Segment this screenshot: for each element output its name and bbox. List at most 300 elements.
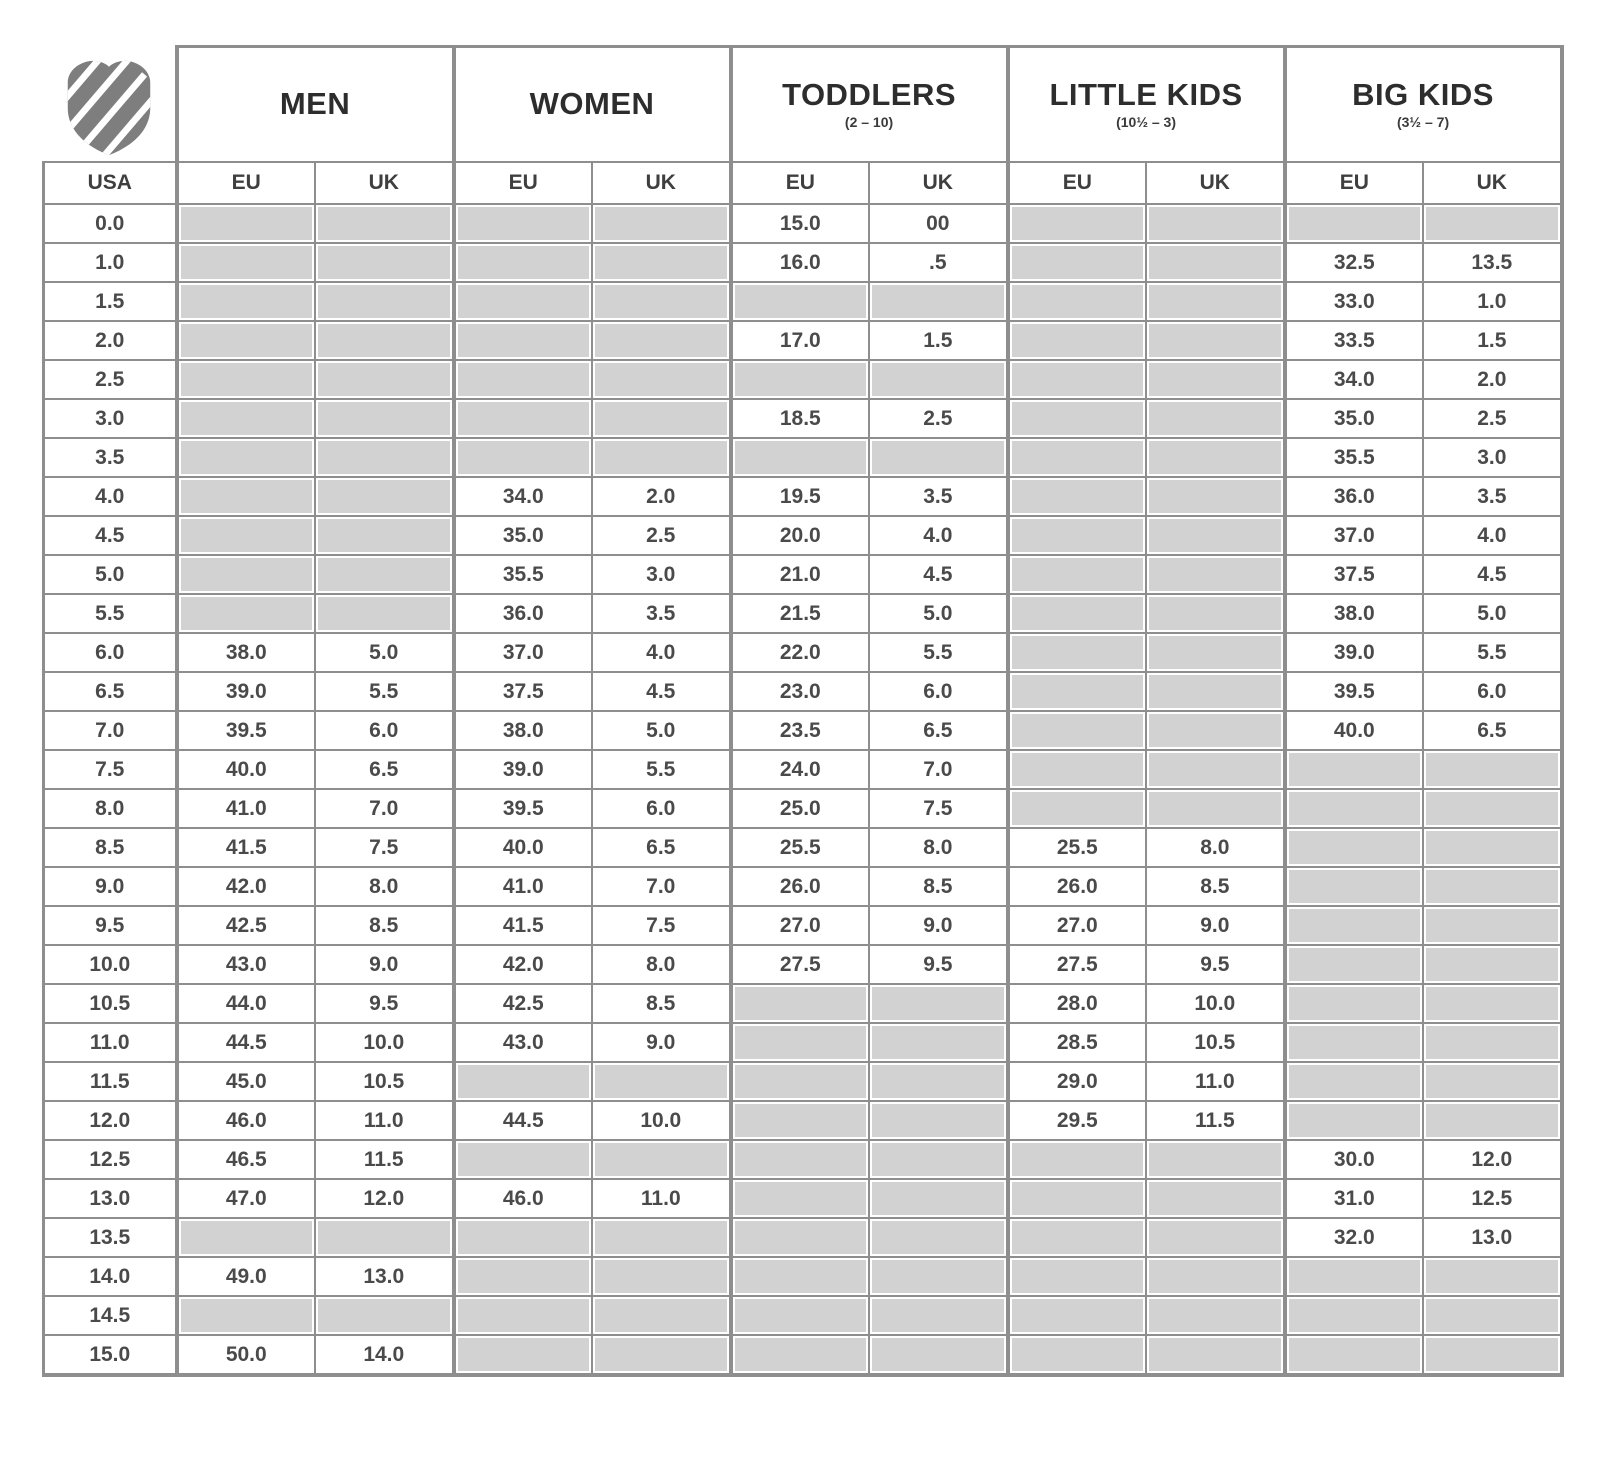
cell-usa: 4.5 (44, 516, 177, 555)
cell-women-uk: 7.5 (592, 906, 731, 945)
cell-toddlers-eu (731, 1179, 870, 1218)
cell-men-eu: 46.0 (177, 1101, 316, 1140)
cell-big-kids-uk (1423, 1023, 1562, 1062)
cell-toddlers-eu: 27.5 (731, 945, 870, 984)
cell-toddlers-eu (731, 1023, 870, 1062)
cell-women-uk (592, 438, 731, 477)
cell-men-eu (177, 1296, 316, 1335)
cell-men-uk: 5.0 (315, 633, 454, 672)
cell-big-kids-uk: 12.0 (1423, 1140, 1562, 1179)
cell-big-kids-eu: 39.0 (1285, 633, 1424, 672)
cell-women-eu: 39.0 (454, 750, 593, 789)
cell-little-kids-eu (1008, 282, 1147, 321)
cell-women-eu (454, 360, 593, 399)
cell-little-kids-eu (1008, 438, 1147, 477)
cell-toddlers-uk (869, 1218, 1008, 1257)
cell-big-kids-uk: 13.0 (1423, 1218, 1562, 1257)
cell-big-kids-eu: 38.0 (1285, 594, 1424, 633)
cell-big-kids-eu: 34.0 (1285, 360, 1424, 399)
cell-men-uk (315, 1296, 454, 1335)
table-row (44, 204, 1562, 243)
cell-women-eu: 44.5 (454, 1101, 593, 1140)
cell-little-kids-eu (1008, 243, 1147, 282)
cell-women-eu (454, 243, 593, 282)
cell-big-kids-uk (1423, 828, 1562, 867)
cell-little-kids-uk (1146, 789, 1285, 828)
cell-big-kids-eu: 30.0 (1285, 1140, 1424, 1179)
cell-women-uk: 9.0 (592, 1023, 731, 1062)
cell-big-kids-uk: 4.5 (1423, 555, 1562, 594)
table-body (44, 204, 1562, 1375)
table-row (44, 828, 1562, 867)
cell-big-kids-uk (1423, 1101, 1562, 1140)
cell-usa: 3.0 (44, 399, 177, 438)
cell-big-kids-uk (1423, 750, 1562, 789)
cell-big-kids-uk: 3.5 (1423, 477, 1562, 516)
cell-men-uk: 8.5 (315, 906, 454, 945)
group-header-men (177, 47, 454, 163)
cell-toddlers-eu: 23.5 (731, 711, 870, 750)
cell-women-uk (592, 204, 731, 243)
cell-little-kids-eu (1008, 399, 1147, 438)
cell-men-uk: 11.0 (315, 1101, 454, 1140)
cell-men-uk (315, 516, 454, 555)
column-header-little-kids-uk: UK (1146, 162, 1285, 204)
cell-women-eu (454, 1140, 593, 1179)
cell-toddlers-uk: 8.5 (869, 867, 1008, 906)
cell-toddlers-uk: 7.0 (869, 750, 1008, 789)
cell-men-eu: 44.0 (177, 984, 316, 1023)
cell-toddlers-eu (731, 1140, 870, 1179)
column-header-row (44, 162, 1562, 204)
cell-toddlers-uk (869, 1296, 1008, 1335)
table-row (44, 516, 1562, 555)
cell-men-uk: 10.0 (315, 1023, 454, 1062)
cell-usa: 13.0 (44, 1179, 177, 1218)
cell-women-uk: 5.0 (592, 711, 731, 750)
cell-little-kids-uk: 11.0 (1146, 1062, 1285, 1101)
table-row (44, 477, 1562, 516)
cell-big-kids-uk: 2.5 (1423, 399, 1562, 438)
group-header-women (454, 47, 731, 163)
cell-big-kids-uk: 5.0 (1423, 594, 1562, 633)
cell-toddlers-eu: 25.0 (731, 789, 870, 828)
cell-women-eu: 37.5 (454, 672, 593, 711)
cell-little-kids-eu (1008, 1179, 1147, 1218)
cell-women-eu: 42.0 (454, 945, 593, 984)
cell-men-uk (315, 438, 454, 477)
cell-toddlers-uk (869, 282, 1008, 321)
cell-women-uk: 3.5 (592, 594, 731, 633)
cell-men-uk (315, 243, 454, 282)
table-row (44, 672, 1562, 711)
cell-little-kids-uk: 9.5 (1146, 945, 1285, 984)
cell-toddlers-eu: 27.0 (731, 906, 870, 945)
cell-usa: 8.0 (44, 789, 177, 828)
cell-women-uk (592, 282, 731, 321)
column-header-men-uk: UK (315, 162, 454, 204)
cell-men-eu (177, 321, 316, 360)
cell-toddlers-uk: 8.0 (869, 828, 1008, 867)
cell-women-uk: 4.0 (592, 633, 731, 672)
table-row (44, 243, 1562, 282)
column-header-toddlers-uk: UK (869, 162, 1008, 204)
cell-big-kids-uk (1423, 984, 1562, 1023)
group-label: BIG KIDS (1352, 76, 1494, 112)
cell-toddlers-eu (731, 1257, 870, 1296)
cell-women-uk (592, 1218, 731, 1257)
cell-men-eu: 39.0 (177, 672, 316, 711)
cell-little-kids-eu (1008, 1335, 1147, 1375)
cell-women-eu (454, 1062, 593, 1101)
cell-usa: 14.0 (44, 1257, 177, 1296)
cell-men-eu: 38.0 (177, 633, 316, 672)
cell-big-kids-uk (1423, 1296, 1562, 1335)
cell-women-uk: 4.5 (592, 672, 731, 711)
cell-big-kids-uk: 6.5 (1423, 711, 1562, 750)
table-row (44, 1296, 1562, 1335)
cell-women-eu: 40.0 (454, 828, 593, 867)
cell-women-eu: 36.0 (454, 594, 593, 633)
table-row (44, 867, 1562, 906)
cell-toddlers-uk: 9.5 (869, 945, 1008, 984)
column-header-big-kids-eu: EU (1285, 162, 1424, 204)
cell-big-kids-eu (1285, 906, 1424, 945)
table-row (44, 594, 1562, 633)
cell-big-kids-eu (1285, 1023, 1424, 1062)
cell-usa: 0.0 (44, 204, 177, 243)
cell-men-uk: 8.0 (315, 867, 454, 906)
cell-big-kids-uk (1423, 1257, 1562, 1296)
cell-men-eu (177, 282, 316, 321)
cell-big-kids-eu (1285, 1101, 1424, 1140)
cell-women-uk (592, 1296, 731, 1335)
cell-women-eu: 35.0 (454, 516, 593, 555)
cell-toddlers-eu (731, 438, 870, 477)
cell-men-eu: 43.0 (177, 945, 316, 984)
cell-usa: 9.5 (44, 906, 177, 945)
cell-little-kids-eu: 28.5 (1008, 1023, 1147, 1062)
cell-little-kids-uk (1146, 750, 1285, 789)
cell-toddlers-uk (869, 1257, 1008, 1296)
cell-women-uk: 8.5 (592, 984, 731, 1023)
cell-women-uk: 5.5 (592, 750, 731, 789)
cell-big-kids-uk: 13.5 (1423, 243, 1562, 282)
group-header-little-kids (1008, 47, 1285, 163)
table-row (44, 633, 1562, 672)
table-row (44, 399, 1562, 438)
cell-women-uk: 8.0 (592, 945, 731, 984)
cell-little-kids-uk: 9.0 (1146, 906, 1285, 945)
cell-toddlers-uk: 4.5 (869, 555, 1008, 594)
table-row (44, 282, 1562, 321)
table-row (44, 984, 1562, 1023)
cell-women-eu (454, 1218, 593, 1257)
cell-big-kids-eu: 40.0 (1285, 711, 1424, 750)
cell-usa: 15.0 (44, 1335, 177, 1375)
cell-toddlers-uk (869, 360, 1008, 399)
cell-usa: 3.5 (44, 438, 177, 477)
size-chart-table (42, 45, 1564, 1377)
cell-big-kids-eu: 37.0 (1285, 516, 1424, 555)
cell-big-kids-uk (1423, 1335, 1562, 1375)
cell-big-kids-eu: 32.0 (1285, 1218, 1424, 1257)
cell-little-kids-eu (1008, 594, 1147, 633)
table-row (44, 945, 1562, 984)
cell-little-kids-eu (1008, 477, 1147, 516)
cell-toddlers-eu: 19.5 (731, 477, 870, 516)
cell-men-eu (177, 516, 316, 555)
cell-toddlers-eu: 20.0 (731, 516, 870, 555)
cell-usa: 12.0 (44, 1101, 177, 1140)
cell-men-eu (177, 594, 316, 633)
cell-men-eu: 39.5 (177, 711, 316, 750)
column-header-women-uk: UK (592, 162, 731, 204)
cell-toddlers-eu (731, 1101, 870, 1140)
cell-little-kids-uk (1146, 1179, 1285, 1218)
cell-toddlers-eu (731, 1335, 870, 1375)
cell-little-kids-uk: 10.0 (1146, 984, 1285, 1023)
cell-men-uk (315, 204, 454, 243)
cell-women-uk (592, 360, 731, 399)
cell-toddlers-uk: 1.5 (869, 321, 1008, 360)
cell-big-kids-uk (1423, 204, 1562, 243)
cell-toddlers-uk (869, 984, 1008, 1023)
cell-toddlers-uk (869, 1062, 1008, 1101)
cell-toddlers-eu: 26.0 (731, 867, 870, 906)
column-header-women-eu: EU (454, 162, 593, 204)
cell-big-kids-eu (1285, 828, 1424, 867)
cell-little-kids-eu (1008, 1140, 1147, 1179)
cell-toddlers-uk: 6.0 (869, 672, 1008, 711)
cell-women-eu (454, 204, 593, 243)
table-row (44, 438, 1562, 477)
cell-men-uk (315, 477, 454, 516)
cell-little-kids-uk: 8.5 (1146, 867, 1285, 906)
cell-little-kids-uk (1146, 1257, 1285, 1296)
cell-usa: 11.5 (44, 1062, 177, 1101)
cell-men-eu (177, 204, 316, 243)
cell-men-uk: 7.0 (315, 789, 454, 828)
table-row (44, 321, 1562, 360)
cell-women-eu: 43.0 (454, 1023, 593, 1062)
cell-big-kids-eu (1285, 789, 1424, 828)
cell-toddlers-uk (869, 1101, 1008, 1140)
cell-usa: 5.5 (44, 594, 177, 633)
cell-usa: 14.5 (44, 1296, 177, 1335)
cell-usa: 8.5 (44, 828, 177, 867)
cell-big-kids-eu (1285, 984, 1424, 1023)
cell-women-uk: 2.0 (592, 477, 731, 516)
table-row (44, 1062, 1562, 1101)
cell-toddlers-uk: 3.5 (869, 477, 1008, 516)
cell-little-kids-uk (1146, 555, 1285, 594)
cell-men-eu: 42.0 (177, 867, 316, 906)
cell-toddlers-uk: 2.5 (869, 399, 1008, 438)
cell-big-kids-uk: 1.5 (1423, 321, 1562, 360)
cell-women-eu: 42.5 (454, 984, 593, 1023)
table-row (44, 1140, 1562, 1179)
cell-little-kids-uk (1146, 1140, 1285, 1179)
cell-women-uk: 6.5 (592, 828, 731, 867)
group-header-big-kids (1285, 47, 1562, 163)
cell-women-uk (592, 243, 731, 282)
cell-men-eu: 45.0 (177, 1062, 316, 1101)
table-row (44, 711, 1562, 750)
cell-big-kids-eu: 37.5 (1285, 555, 1424, 594)
cell-men-eu: 41.5 (177, 828, 316, 867)
cell-men-uk: 14.0 (315, 1335, 454, 1375)
kswiss-shield-logo (61, 59, 157, 159)
table-row (44, 1218, 1562, 1257)
cell-little-kids-eu (1008, 1296, 1147, 1335)
group-label: MEN (279, 86, 351, 122)
cell-big-kids-eu (1285, 867, 1424, 906)
table-row (44, 1023, 1562, 1062)
cell-big-kids-uk: 4.0 (1423, 516, 1562, 555)
cell-big-kids-eu (1285, 1296, 1424, 1335)
cell-men-eu (177, 399, 316, 438)
cell-toddlers-uk (869, 1179, 1008, 1218)
cell-usa: 9.0 (44, 867, 177, 906)
cell-little-kids-uk (1146, 204, 1285, 243)
cell-big-kids-uk: 12.5 (1423, 1179, 1562, 1218)
cell-women-uk (592, 399, 731, 438)
column-header-usa: USA (44, 162, 177, 204)
table-row (44, 360, 1562, 399)
cell-toddlers-eu: 25.5 (731, 828, 870, 867)
cell-little-kids-uk (1146, 516, 1285, 555)
cell-little-kids-uk: 8.0 (1146, 828, 1285, 867)
cell-big-kids-uk: 2.0 (1423, 360, 1562, 399)
group-header-row (44, 47, 1562, 163)
cell-toddlers-uk: 6.5 (869, 711, 1008, 750)
cell-little-kids-uk (1146, 594, 1285, 633)
cell-big-kids-uk: 1.0 (1423, 282, 1562, 321)
cell-women-uk: 3.0 (592, 555, 731, 594)
table-row (44, 906, 1562, 945)
cell-women-uk: 7.0 (592, 867, 731, 906)
column-header-toddlers-eu: EU (731, 162, 870, 204)
cell-big-kids-eu: 36.0 (1285, 477, 1424, 516)
cell-women-uk (592, 1140, 731, 1179)
cell-toddlers-eu: 21.5 (731, 594, 870, 633)
cell-usa: 12.5 (44, 1140, 177, 1179)
cell-toddlers-uk (869, 438, 1008, 477)
cell-big-kids-uk: 5.5 (1423, 633, 1562, 672)
cell-men-eu: 40.0 (177, 750, 316, 789)
cell-little-kids-eu: 25.5 (1008, 828, 1147, 867)
cell-little-kids-eu (1008, 321, 1147, 360)
cell-little-kids-uk (1146, 711, 1285, 750)
cell-women-eu: 41.5 (454, 906, 593, 945)
table-row (44, 1101, 1562, 1140)
cell-usa: 2.0 (44, 321, 177, 360)
cell-toddlers-eu (731, 282, 870, 321)
cell-big-kids-uk (1423, 867, 1562, 906)
cell-women-uk (592, 1257, 731, 1296)
cell-usa: 2.5 (44, 360, 177, 399)
cell-little-kids-eu: 26.0 (1008, 867, 1147, 906)
cell-women-eu: 39.5 (454, 789, 593, 828)
group-header-toddlers (731, 47, 1008, 163)
group-label: TODDLERS (782, 76, 957, 112)
cell-little-kids-uk (1146, 672, 1285, 711)
cell-toddlers-eu: 18.5 (731, 399, 870, 438)
cell-women-uk: 11.0 (592, 1179, 731, 1218)
cell-big-kids-uk: 3.0 (1423, 438, 1562, 477)
cell-toddlers-eu: 22.0 (731, 633, 870, 672)
cell-usa: 13.5 (44, 1218, 177, 1257)
cell-women-eu: 46.0 (454, 1179, 593, 1218)
cell-women-uk: 2.5 (592, 516, 731, 555)
cell-toddlers-eu (731, 1296, 870, 1335)
cell-toddlers-uk: 00 (869, 204, 1008, 243)
cell-little-kids-uk (1146, 633, 1285, 672)
cell-toddlers-eu (731, 1062, 870, 1101)
cell-little-kids-uk (1146, 282, 1285, 321)
cell-toddlers-uk (869, 1140, 1008, 1179)
cell-usa: 6.5 (44, 672, 177, 711)
cell-women-eu: 35.5 (454, 555, 593, 594)
cell-men-uk (315, 594, 454, 633)
column-header-little-kids-eu: EU (1008, 162, 1147, 204)
cell-big-kids-eu (1285, 1062, 1424, 1101)
cell-women-eu: 38.0 (454, 711, 593, 750)
cell-little-kids-eu (1008, 711, 1147, 750)
cell-toddlers-uk: .5 (869, 243, 1008, 282)
cell-little-kids-eu: 27.5 (1008, 945, 1147, 984)
cell-men-uk: 5.5 (315, 672, 454, 711)
cell-little-kids-uk (1146, 243, 1285, 282)
cell-little-kids-eu (1008, 204, 1147, 243)
cell-women-eu (454, 1257, 593, 1296)
cell-men-eu: 41.0 (177, 789, 316, 828)
cell-little-kids-uk (1146, 1335, 1285, 1375)
cell-toddlers-eu: 23.0 (731, 672, 870, 711)
cell-men-uk (315, 399, 454, 438)
cell-toddlers-eu: 15.0 (731, 204, 870, 243)
cell-usa: 4.0 (44, 477, 177, 516)
cell-women-eu (454, 399, 593, 438)
cell-men-uk: 11.5 (315, 1140, 454, 1179)
cell-big-kids-eu (1285, 204, 1424, 243)
cell-little-kids-uk (1146, 1218, 1285, 1257)
cell-big-kids-eu (1285, 945, 1424, 984)
cell-men-eu: 44.5 (177, 1023, 316, 1062)
cell-men-eu: 46.5 (177, 1140, 316, 1179)
group-size-range: (3½ – 7) (1396, 114, 1450, 131)
cell-men-eu (177, 438, 316, 477)
cell-men-uk (315, 321, 454, 360)
cell-big-kids-eu: 33.5 (1285, 321, 1424, 360)
cell-women-eu (454, 438, 593, 477)
cell-men-uk (315, 1218, 454, 1257)
column-header-men-eu: EU (177, 162, 316, 204)
cell-toddlers-eu (731, 360, 870, 399)
cell-toddlers-uk: 5.0 (869, 594, 1008, 633)
cell-men-uk (315, 360, 454, 399)
cell-big-kids-eu: 35.5 (1285, 438, 1424, 477)
cell-women-uk: 6.0 (592, 789, 731, 828)
cell-usa: 10.5 (44, 984, 177, 1023)
cell-little-kids-uk (1146, 321, 1285, 360)
cell-little-kids-eu (1008, 1257, 1147, 1296)
cell-men-uk: 7.5 (315, 828, 454, 867)
cell-women-eu: 41.0 (454, 867, 593, 906)
cell-toddlers-eu: 17.0 (731, 321, 870, 360)
cell-little-kids-eu (1008, 555, 1147, 594)
